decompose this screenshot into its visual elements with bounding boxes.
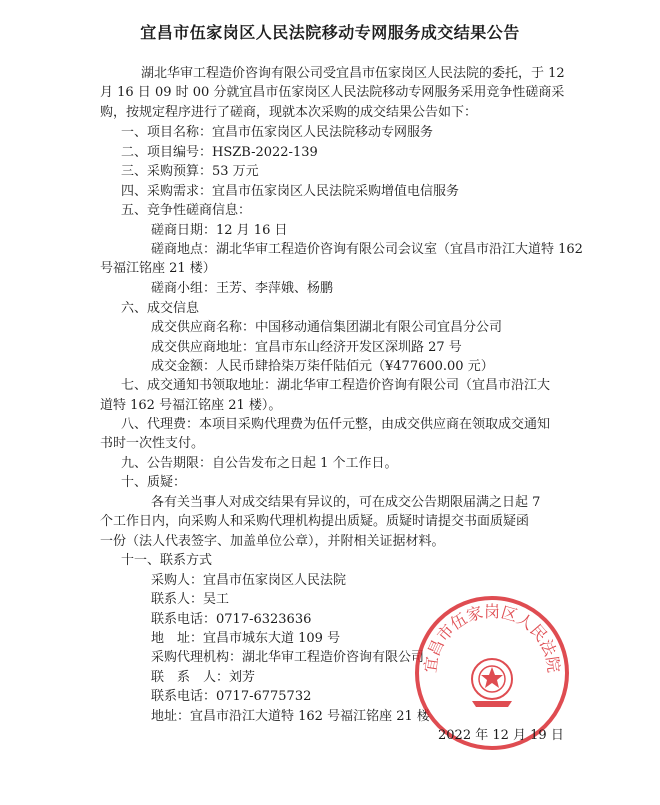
agency-contact: 联 系 人：刘芳 — [151, 670, 256, 685]
item-contact-heading: 十一、联系方式 — [121, 553, 213, 568]
notice-pickup-2: 道特 162 号福江铭座 21 楼）。 — [100, 398, 282, 413]
agency-fee-1: 八、代理费：本项目采购代理费为伍仟元整，由成交供应商在领取成交通知 — [121, 417, 551, 432]
intro-line-1: 湖北华审工程造价咨询有限公司受宜昌市伍家岗区人民法院的委托，于 12 — [141, 66, 565, 81]
supplier-address: 成交供应商地址：宜昌市东山经济开发区深圳路 27 号 — [151, 340, 462, 355]
purchaser-contact: 联系人：吴工 — [151, 592, 230, 607]
negotiation-panel: 磋商小组：王芳、李萍娥、杨鹏 — [151, 281, 334, 296]
agency-address: 地址：宜昌市沿江大道特 162 号福江铭座 21 楼 — [151, 709, 430, 724]
national-emblem-icon — [472, 659, 512, 707]
purchaser-address: 地 址：宜昌市城东大道 109 号 — [151, 631, 341, 646]
intro-line-3: 购，按规定程序进行了磋商，现就本次采购的成交结果公告如下： — [100, 105, 478, 120]
item-project-number: 二、项目编号：HSZB-2022-139 — [121, 145, 318, 160]
negotiation-location-2: 号福江铭座 21 楼） — [100, 261, 216, 276]
seal-text: 宜昌市伍家岗区人民法院 — [420, 602, 564, 674]
item-requirement: 四、采购需求：宜昌市伍家岗区人民法院采购增值电信服务 — [121, 184, 460, 199]
item-inquiry-heading: 十、质疑： — [121, 475, 187, 490]
purchaser-phone: 联系电话：0717-6323636 — [151, 612, 312, 627]
agency-phone: 联系电话：0717-6775732 — [151, 689, 312, 704]
item-negotiation-heading: 五、竞争性磋商信息： — [121, 203, 252, 218]
intro-line-2: 月 16 日 09 时 00 分就宜昌市伍家岗区人民法院移动专网服务采用竞争性磋商采 — [100, 85, 565, 100]
item-budget: 三、采购预算：53 万元 — [121, 164, 259, 179]
negotiation-location-1: 磋商地点：湖北华审工程造价咨询有限公司会议室（宜昌市沿江大道特 162 — [151, 242, 583, 257]
inquiry-line-1: 各有关当事人对成交结果有异议的，可在成交公告期限届满之日起 7 — [151, 495, 541, 510]
agency-name: 采购代理机构：湖北华审工程造价咨询有限公司 — [151, 650, 425, 665]
item-project-name: 一、项目名称：宜昌市伍家岗区人民法院移动专网服务 — [121, 125, 434, 140]
agency-fee-2: 书时一次性支付。 — [100, 436, 205, 451]
supplier-name: 成交供应商名称：中国移动通信集团湖北有限公司宜昌分公司 — [151, 320, 503, 335]
item-transaction-heading: 六、成交信息 — [121, 301, 200, 316]
announcement-date: 2022 年 12 月 19 日 — [438, 728, 564, 743]
page-title: 宜昌市伍家岗区人民法院移动专网服务成交结果公告 — [140, 23, 520, 42]
notice-pickup-1: 七、成交通知书领取地址：湖北华审工程造价咨询有限公司（宜昌市沿江大 — [121, 378, 551, 393]
negotiation-date: 磋商日期：12 月 16 日 — [151, 223, 288, 238]
announcement-period: 九、公告期限：自公告发布之日起 1 个工作日。 — [121, 456, 398, 471]
inquiry-line-2: 个工作日内，向采购人和采购代理机构提出质疑。质疑时请提交书面质疑函 — [100, 514, 530, 529]
inquiry-line-3: 一份（法人代表签字、加盖单位公章），并附相关证据材料。 — [100, 534, 445, 549]
purchaser-name: 采购人：宜昌市伍家岗区人民法院 — [151, 573, 347, 588]
transaction-amount: 成交金额：人民币肆拾柒万柒仟陆佰元（¥477600.00 元） — [151, 359, 494, 374]
